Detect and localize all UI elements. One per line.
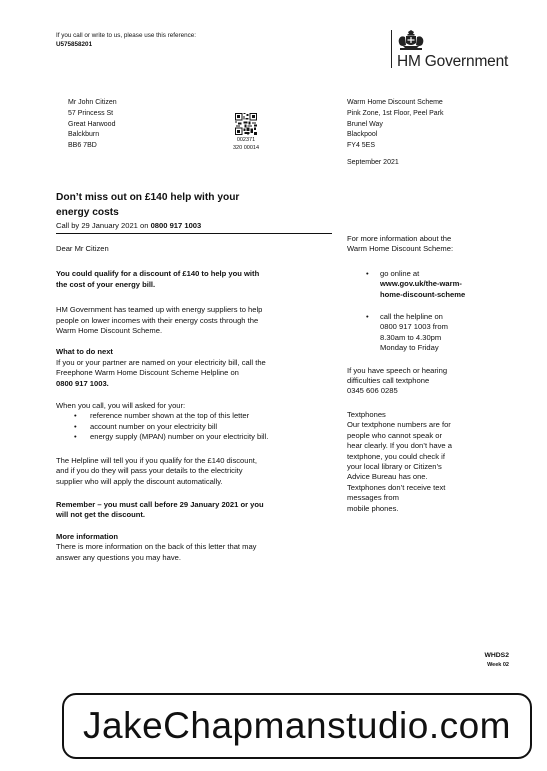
recipient-line: Balckburn [68, 131, 100, 139]
call-by-text: Call by 29 January 2021 on [56, 221, 151, 230]
website-link-line[interactable]: www.gov.uk/the-warm- [380, 279, 462, 289]
call-line: 8.30am to 4.30pm [380, 332, 442, 342]
headline-line: Don’t miss out on £140 help with your [56, 192, 240, 203]
next-line: If you or your partner are named on your electricity bill, call the [56, 357, 266, 367]
headline-line: energy costs [56, 207, 119, 218]
intro-line: HM Government has teamed up with energy suppliers to help [56, 305, 263, 315]
more-line: There is more information on the back of this letter that may [56, 542, 257, 552]
qr-code [235, 113, 257, 135]
textphone-line: hear clearly. If you don’t have a [347, 441, 452, 451]
speech-line: If you have speech or hearing [347, 365, 448, 375]
call-line: 0800 917 1003 from [380, 322, 448, 332]
sender-line: FY4 5ES [347, 142, 376, 150]
qualify-line: You could qualify for a discount of £140 to help you with [56, 269, 260, 279]
list-item: • reference number shown at the top of this letter [56, 411, 336, 421]
textphone-line: messages from [347, 493, 399, 503]
textphone-line: Textphones don’t receive text [347, 482, 446, 492]
sidebar-contact-list [347, 269, 497, 354]
more-line: answer any questions you may have. [56, 552, 181, 562]
helpline-line: and if you do they will pass your details to the electricity [56, 466, 243, 476]
qr-caption-line: 320 00014 [233, 144, 259, 151]
sender-line: Warm Home Discount Scheme [347, 99, 443, 106]
online-text: • go online at [380, 268, 420, 278]
sender-address [347, 98, 444, 152]
what-to-do-heading: What to do next [56, 347, 113, 357]
brand-divider [391, 30, 392, 68]
recipient-line: 57 Princess St [68, 109, 114, 117]
textphone-line: Our textphone numbers are for [347, 420, 451, 430]
sender-line: Pink Zone, 1st Floor, Peel Park [347, 109, 444, 117]
hm-government-wordmark: HM Government [397, 53, 509, 70]
textphone-number: 0345 606 0285 [347, 386, 398, 396]
textphone-line: textphone, you could check if [347, 451, 445, 461]
more-info-heading: More information [56, 531, 119, 541]
qualify-line: the cost of your energy bill. [56, 279, 156, 289]
qr-caption-line: 002371 [236, 137, 256, 143]
call-by-number: 0800 917 1003 [150, 221, 202, 230]
headline-underline [56, 233, 332, 234]
helpline-line: The Helpline will tell you if you qualify for the £140 discount, [56, 455, 257, 465]
helpline-line: supplier who will apply the discount automatically. [56, 476, 223, 486]
letter-date: September 2021 [347, 159, 399, 166]
textphones-heading: Textphones [347, 409, 386, 419]
recipient-line: Great Harwood [68, 120, 116, 128]
list-item [347, 312, 497, 354]
intro-line: Warm Home Discount Scheme. [56, 326, 163, 336]
watermark-banner [62, 693, 532, 759]
remember-line: Remember – you must call before 29 January 2021 or you [56, 499, 264, 509]
sidebar [347, 234, 497, 514]
sidebar-info-line: Warm Home Discount Scheme: [347, 244, 454, 254]
qr-caption [226, 137, 266, 152]
website-link-line[interactable]: home-discount-scheme [380, 289, 466, 299]
sidebar-info-line: For more information about the [347, 234, 452, 243]
textphone-line: people who cannot speak or [347, 430, 442, 440]
recipient-line: BB6 7BD [68, 142, 97, 150]
list-item [347, 269, 497, 300]
recipient-line: Mr John Citizen [68, 99, 117, 106]
royal-crest-icon [397, 30, 425, 52]
sender-line: Blackpool [347, 131, 378, 139]
intro-line: people on lower incomes with their energy costs through the [56, 315, 259, 325]
textphone-line: your local library or Citizen’s [347, 461, 442, 471]
textphone-line: mobile phones. [347, 503, 399, 513]
call-by-line [56, 221, 201, 231]
call-line: • call the helpline on [380, 312, 443, 322]
reference-note: If you call or write to us, please use this reference: [56, 32, 196, 39]
ask-list [56, 411, 336, 442]
speech-line: difficulties call textphone [347, 376, 430, 386]
call-line: Monday to Friday [380, 343, 439, 353]
sender-line: Brunel Way [347, 120, 383, 128]
watermark-text: JakeChapmanstudio.com [83, 705, 511, 746]
recipient-address [68, 98, 117, 152]
letter-body [56, 244, 336, 563]
remember-line: will not get the discount. [56, 510, 146, 520]
next-line: Freephone Warm Home Discount Scheme Helpline on [56, 368, 239, 378]
list-item: • energy supply (MPAN) number on your electricity bill. [56, 432, 336, 442]
helpline-number: 0800 917 1003. [56, 378, 109, 388]
form-week: Week 02 [487, 662, 509, 668]
textphone-line: Advice Bureau has one. [347, 472, 428, 482]
list-item: • account number on your electricity bill [56, 422, 336, 432]
form-code: WHDS2 [484, 652, 509, 659]
reference-code: U575858201 [56, 41, 93, 48]
ask-intro: When you call, you will asked for your: [56, 401, 186, 411]
greeting: Dear Mr Citizen [56, 244, 109, 253]
